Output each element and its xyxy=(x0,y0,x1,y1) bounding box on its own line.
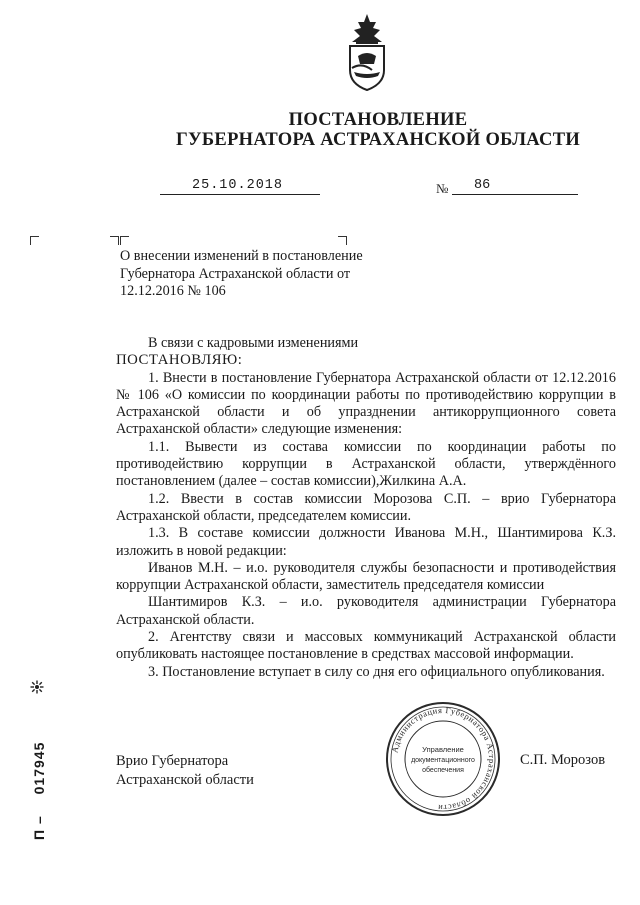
serial-digits: 017945 xyxy=(31,741,47,795)
intro-text: В связи с кадровыми изменениями xyxy=(148,335,359,351)
document-title: ПОСТАНОВЛЕНИЕ xyxy=(288,110,468,130)
paragraph-1: 1. Внести в постановление Губернатора Астраханской области от 12.12.2016 № 106 «О комиссии по координации работы по противодействию коррупции в Астраханской области и об упразднении антикоррупционного совета Астраханской области» следующие изменения: xyxy=(116,369,616,438)
stamp-inner-line3: обеспечения xyxy=(422,767,464,774)
document-number: 86 xyxy=(474,178,491,193)
subject-corner-inner xyxy=(110,236,119,245)
signatory-name: С.П. Морозов xyxy=(520,752,606,768)
stamp-inner-line2: документационного xyxy=(411,757,475,764)
stamp-inner-line1: Управление xyxy=(422,745,464,754)
signatory-position-line1: Врио Губернатора xyxy=(116,753,229,769)
paragraph-1-3: 1.3. В составе комиссии должности Иванова М.Н., Шантимирова К.З. изложить в новой редакции: xyxy=(116,525,616,559)
document-date: 25.10.2018 xyxy=(192,178,284,193)
paragraph-shantimirov: Шантимиров К.З. – и.о. руководителя администрации Губернатора Астраханской области. xyxy=(116,594,616,628)
document-body xyxy=(116,335,616,681)
number-underline xyxy=(452,194,578,195)
date-underline xyxy=(160,194,320,195)
stamp-ring-text: Администрация Губернатора Астраханской области xyxy=(389,704,498,814)
signatory-position xyxy=(116,752,254,790)
document-subject: О внесении изменений в постановление Губернатора Астраханской области от 12.12.2016 № 106 xyxy=(120,248,363,299)
signatory-position-line2: Астраханской области xyxy=(116,772,254,788)
paragraph-1-2: 1.2. Ввести в состав комиссии Морозова С.П. – врио Губернатора Астраханской области, председателем комиссии. xyxy=(116,490,616,524)
svg-text:П – 017945 xyxy=(31,742,47,840)
coat-of-arms-icon xyxy=(342,12,392,92)
serial-number xyxy=(26,712,50,842)
decree-word: ПОСТАНОВЛЯЮ: xyxy=(116,352,243,369)
subject-corner-left xyxy=(120,236,129,245)
subject-corner-right xyxy=(338,236,347,245)
paragraph-2: 2. Агентству связи и массовых коммуникаций Астраханской области опубликовать настоящее постановление в средствах массовой информации. xyxy=(116,629,616,663)
document-issuer: ГУБЕРНАТОРА АСТРАХАНСКОЙ ОБЛАСТИ xyxy=(175,130,581,150)
security-rosette-icon xyxy=(30,680,44,694)
paragraph-ivanov: Иванов М.Н. – и.о. руководителя службы безопасности и противодействия коррупции Астраханской области, заместитель председателя комиссии xyxy=(116,559,616,594)
paragraph-1-1: 1.1. Вывести из состава комиссии по координации работы по противодействию коррупции в Астраханской области, утверждённого постановлением (далее – состав комиссии),Жилкина А.А. xyxy=(116,438,616,490)
serial-prefix: П – xyxy=(31,815,47,840)
number-label: № xyxy=(436,181,449,196)
paragraph-3: 3. Постановление вступает в силу со дня его официального опубликования. xyxy=(148,663,605,680)
official-stamp xyxy=(384,700,502,818)
corner-mark-left xyxy=(30,236,39,245)
